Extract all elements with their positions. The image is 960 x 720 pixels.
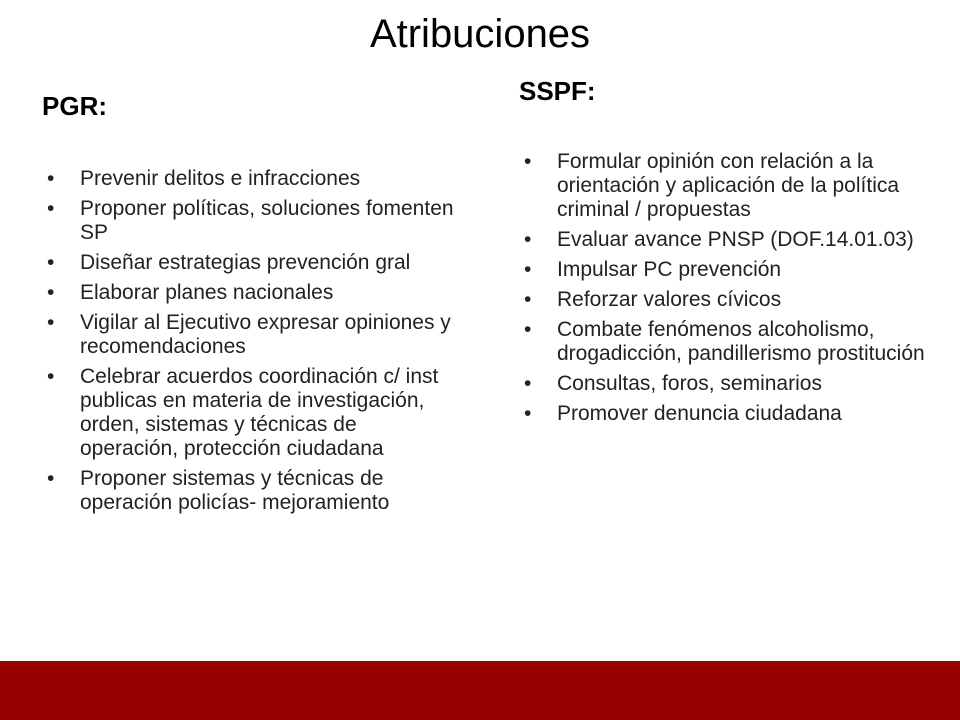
- list-item: • Prevenir delitos e infracciones: [47, 167, 457, 191]
- list-item: • Vigilar al Ejecutivo expresar opiniones y recomendaciones: [47, 311, 457, 359]
- pgr-heading: PGR:: [42, 91, 107, 121]
- list-item: • Promover denuncia ciudadana: [524, 402, 944, 426]
- footer-bar: [0, 661, 960, 720]
- list-item: • Formular opinión con relación a la orientación y aplicación de la política criminal / propuestas: [524, 150, 944, 222]
- pgr-list: [47, 167, 457, 521]
- list-item: • Diseñar estrategias prevención gral: [47, 251, 457, 275]
- list-item: • Reforzar valores cívicos: [524, 288, 944, 312]
- list-item: • Evaluar avance PNSP (DOF.14.01.03): [524, 228, 944, 252]
- sspf-list: [524, 150, 944, 432]
- list-item: • Elaborar planes nacionales: [47, 281, 457, 305]
- slide-title: Atribuciones: [369, 12, 591, 56]
- list-item: • Consultas, foros, seminarios: [524, 372, 944, 396]
- list-item: • Impulsar PC prevención: [524, 258, 944, 282]
- sspf-heading: SSPF:: [519, 76, 596, 106]
- list-item: • Combate fenómenos alcoholismo, drogadicción, pandillerismo prostitución: [524, 318, 944, 366]
- list-item: • Proponer sistemas y técnicas de operación policías- mejoramiento: [47, 467, 457, 515]
- list-item: • Celebrar acuerdos coordinación c/ inst publicas en materia de investigación, orden, sistemas y técnicas de operación, protección ciudadana: [47, 365, 457, 461]
- list-item: • Proponer políticas, soluciones fomenten SP: [47, 197, 457, 245]
